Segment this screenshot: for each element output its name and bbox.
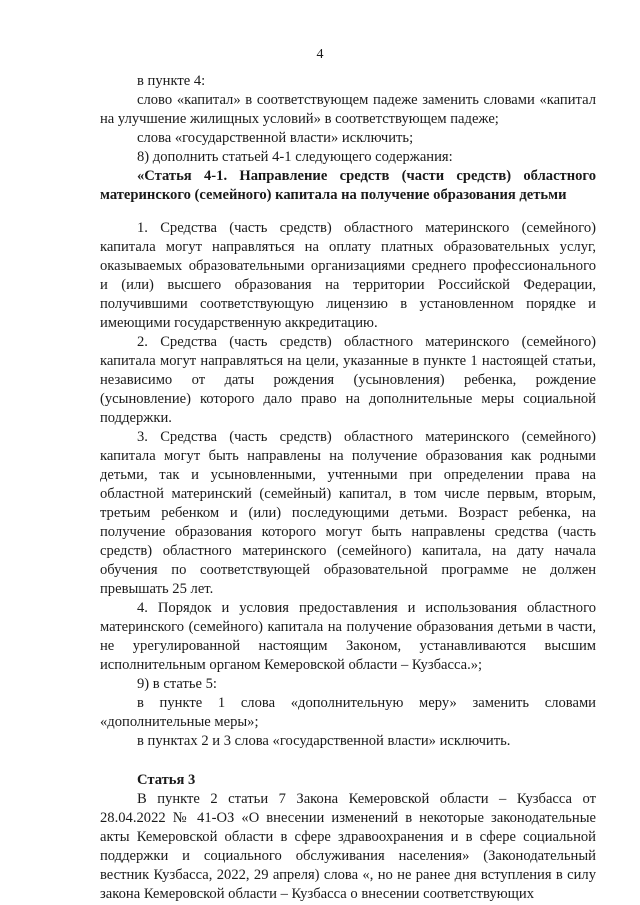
article-title: Статья 3 <box>137 772 196 788</box>
paragraph: 8) дополнить статьей 4-1 следующего содержания: <box>137 149 453 165</box>
article-heading: «Статья 4-1. Направление средств (части средств) областного материнского (семейного) капитала на получение образования детьми <box>100 168 596 203</box>
paragraph: в пункте 4: <box>137 73 206 89</box>
paragraph: 4. Порядок и условия предоставления и использования областного материнского (семейного) капитала на получение образования детьми в части, не урегулированной настоящим Законом, устанавливаются высшим исполнительным органом Кемеровской области – Кузбасса.»; <box>100 600 596 673</box>
document-body <box>100 72 596 904</box>
paragraph: слова «государственной власти» исключить; <box>137 130 414 146</box>
paragraph: в пунктах 2 и 3 слова «государственной власти» исключить. <box>137 733 511 749</box>
paragraph: слово «капитал» в соответствующем падеже заменить словами «капитал на улучшение жилищных условий» в соответствующем падеже; <box>100 92 596 127</box>
page-number: 4 <box>316 47 324 62</box>
paragraph: 3. Средства (часть средств) областного материнского (семейного) капитала могут быть направлены на получение образования как родными детьми, так и усыновленными, учтенными при определении права на областной материнский (семейный) капитал, в том числе первым, вторым, третьим ребенком и (или) последующими детьми. Возраст ребенка, на получение образования которого могут быть направлены средства (часть средств) областного материнского (семейного) капитала, на дату начала обучения по соответствующей образовательной программе не должен превышать 25 лет. <box>100 429 596 597</box>
paragraph: в пункте 1 слова «дополнительную меру» заменить словами «дополнительные меры»; <box>100 695 596 730</box>
paragraph: 2. Средства (часть средств) областного материнского (семейного) капитала могут направляться на цели, указанные в пункте 1 настоящей статьи, независимо от даты рождения (усыновления) ребенка, рождение (усыновление) которого дало право на дополнительные меры социальной поддержки. <box>100 334 596 426</box>
paragraph: В пункте 2 статьи 7 Закона Кемеровской области – Кузбасса от 28.04.2022 № 41-ОЗ «О внесении изменений в некоторые законодательные акты Кемеровской области в сфере здравоохранения и в сфере социальной поддержки и социального обслуживания населения» (Законодательный вестник Кузбасса, 2022, 29 апреля) слова «, но не ранее дня вступления в силу закона Кемеровской области – Кузбасса о внесении соответствующих <box>100 791 596 902</box>
paragraph: 9) в статье 5: <box>137 676 217 692</box>
paragraph: 1. Средства (часть средств) областного материнского (семейного) капитала могут направляться на оплату платных образовательных услуг, оказываемых образовательными организациями среднего профессионального и (или) высшего образования на территории Российской Федерации, получившими соответствующую лицензию в установленном порядке и имеющими государственную аккредитацию. <box>100 220 596 331</box>
